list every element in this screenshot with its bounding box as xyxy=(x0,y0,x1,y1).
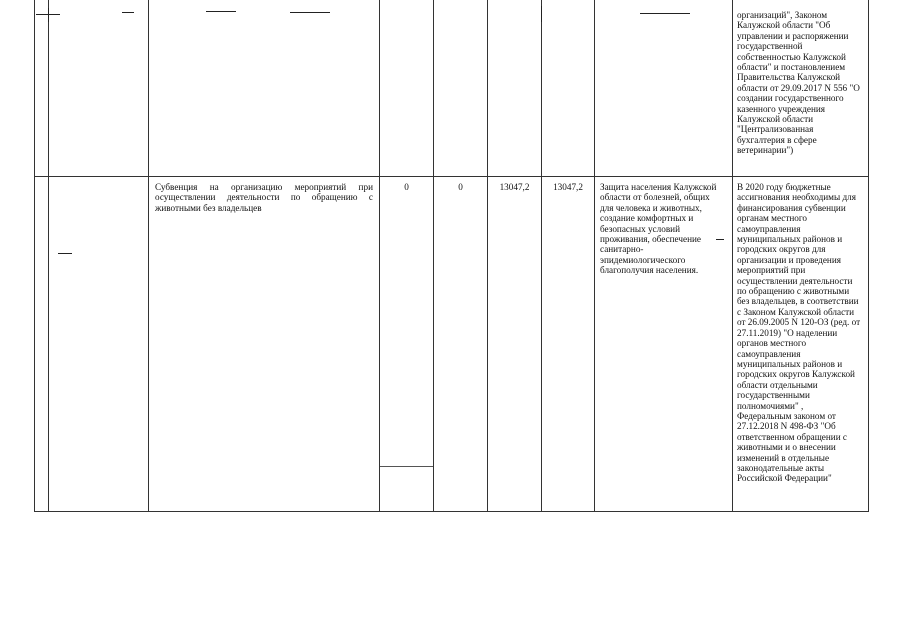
scan-mark xyxy=(58,253,72,254)
value-column-2: 0 xyxy=(458,182,463,192)
column-border xyxy=(487,0,488,511)
basis-text: В 2020 году бюджетные ассигнования необходимы для финансирования субвенции органам местного самоуправления муниципальных районов и городских округов для организации и проведения мероприятий при осуществлении деятельности по обращению с животными без владельцев, в соответствии с Законом Калужской области от 26.09.2005 N 120-ОЗ (ред. от 27.11.2019) "О наделении органов местного самоуправления муниципальных районов и городских округов Калужской области отдельными государственными полномочиями" , Федеральным законом от 27.12.2018 N 498-ФЗ "Об ответственном обращении с животными и о внесении изменений в отдельные законодательные акты Российской Федерации" xyxy=(737,182,861,484)
column-border xyxy=(379,0,380,511)
purpose-text: Защита населения Калужской области от болезней, общих для человека и животных, создание комфортных и безопасных условий проживания, обеспечение санитарно- эпидемиологического благополучия населения. xyxy=(600,182,717,276)
column-border xyxy=(148,0,149,511)
scan-mark xyxy=(541,6,542,22)
table-border-bottom xyxy=(34,511,869,512)
column-border xyxy=(594,0,595,511)
value-column-4: 13047,2 xyxy=(553,182,583,192)
table-border-right xyxy=(868,0,869,511)
column-border xyxy=(48,0,49,511)
scan-mark xyxy=(206,11,236,12)
scan-mark xyxy=(640,13,690,14)
inner-cell-line xyxy=(380,466,433,467)
value-column-1: 0 xyxy=(404,182,409,192)
value-column-3: 13047,2 xyxy=(499,182,530,192)
row-border xyxy=(34,176,869,177)
subvention-name: Субвенция на организацию мероприятий при осуществлении деятельности по обращению с животными без владельцев xyxy=(155,182,373,213)
column-border xyxy=(433,0,434,511)
column-border xyxy=(732,0,733,511)
previous-row-basis-text: организаций", Законом Калужской области "Об управлении и распоряжении государственной собственностью Калужской области" и постановлением Правительства Калужской области от 29.09.2017 N 556 "О создании государственного казенного учреждения Калужской области "Централизованная бухгалтерия в сфере ветеринарии") xyxy=(737,10,860,156)
scan-mark xyxy=(122,12,134,13)
column-border xyxy=(541,0,542,511)
table-border-left xyxy=(34,0,35,511)
scan-mark xyxy=(290,12,330,13)
scan-mark xyxy=(48,8,49,22)
